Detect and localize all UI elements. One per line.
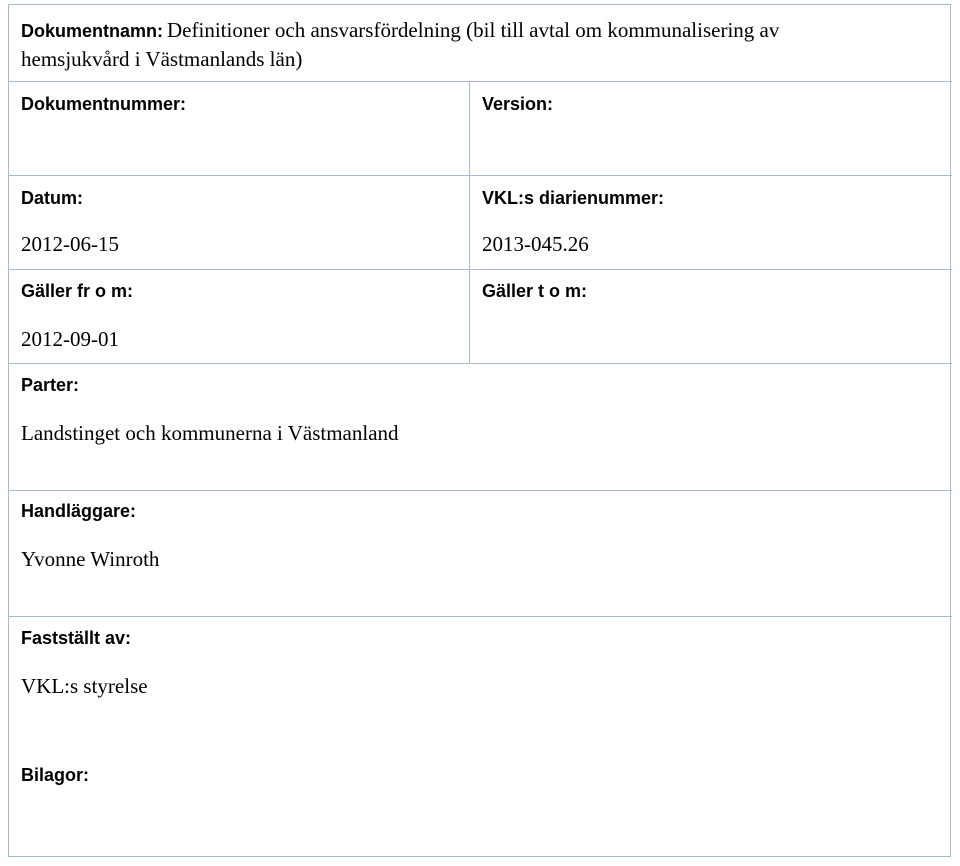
row-divider — [9, 363, 952, 364]
column-divider — [469, 81, 470, 363]
row-divider — [9, 269, 952, 270]
document-name-value-line1: Definitioner och ansvarsfördelning (bil till avtal om kommunalisering av — [167, 18, 780, 42]
document-header-form — [8, 4, 951, 857]
parties-value: Landstinget och kommunerna i Västmanland — [21, 421, 399, 445]
document-name-value-line2: hemsjukvård i Västmanlands län) — [21, 47, 303, 71]
attachments-label: Bilagor: — [21, 765, 90, 785]
row-divider — [9, 490, 952, 491]
document-name-cell — [21, 17, 921, 75]
approved-by-label: Fastställt av: — [21, 628, 132, 648]
handler-value: Yvonne Winroth — [21, 547, 160, 571]
date-label: Datum: — [21, 188, 83, 208]
row-divider — [9, 616, 952, 617]
parties-label: Parter: — [21, 375, 80, 395]
date-value: 2012-06-15 — [21, 232, 119, 256]
approved-by-value: VKL:s styrelse — [21, 674, 148, 698]
valid-from-label: Gäller fr o m: — [21, 281, 134, 301]
diary-number-label: VKL:s diarienummer: — [482, 188, 665, 208]
row-divider — [9, 81, 952, 82]
document-name-label: Dokumentnamn: — [21, 21, 164, 41]
handler-label: Handläggare: — [21, 501, 137, 521]
row-divider — [9, 175, 952, 176]
valid-from-value: 2012-09-01 — [21, 327, 119, 351]
document-number-label: Dokumentnummer: — [21, 94, 187, 114]
valid-to-label: Gäller t o m: — [482, 281, 588, 301]
diary-number-value: 2013-045.26 — [482, 232, 589, 256]
version-label: Version: — [482, 94, 554, 114]
